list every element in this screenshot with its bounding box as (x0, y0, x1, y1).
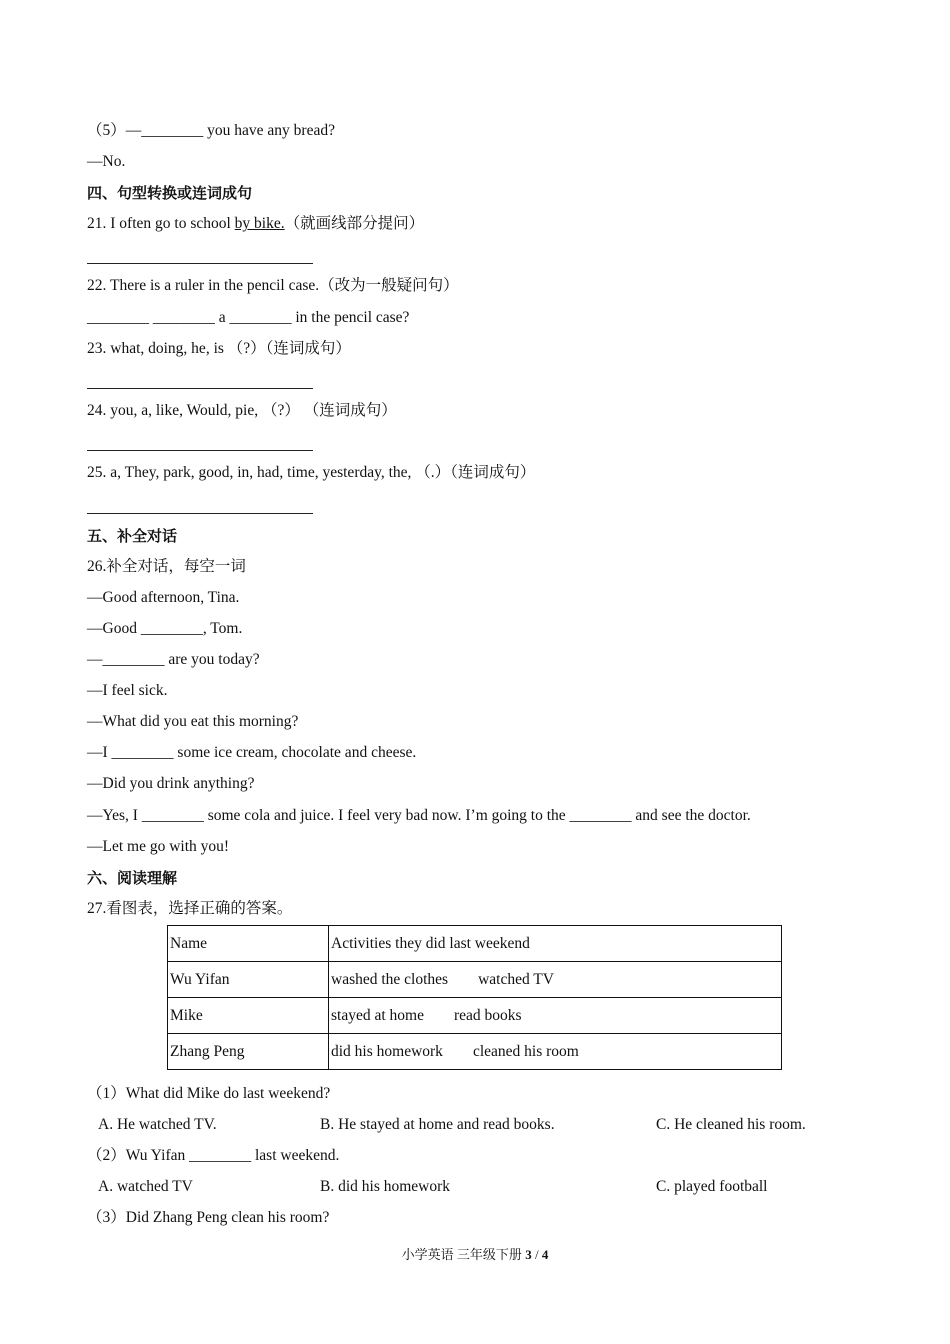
q5-line2: —No. (87, 153, 126, 170)
table-header-row (168, 926, 782, 962)
footer-separator: / (531, 1247, 542, 1262)
dialogue-line: —I ________ some ice cream, chocolate and cheese. (87, 744, 417, 761)
q24-answer-line (87, 450, 313, 451)
sub1-option-c[interactable]: C. He cleaned his room. (656, 1116, 806, 1133)
q25-answer-line (87, 513, 313, 514)
sub3-question: （3）Did Zhang Peng clean his room? (87, 1209, 330, 1226)
table-cell-activities (329, 962, 782, 998)
q24: 24. you, a, like, Would, pie, （?） （连词成句） (87, 402, 397, 419)
q22-blank: ________ ________ a ________ in the pencil case? (87, 309, 410, 326)
table-header-cell: Activities they did last weekend (329, 926, 782, 962)
dialogue-line: —What did you eat this morning? (87, 713, 299, 730)
table-row (168, 998, 782, 1034)
q5-line1 (87, 121, 335, 141)
dialogue-line: —Yes, I ________ some cola and juice. I feel very bad now. I’m going to the ________ and see the doctor. (87, 807, 751, 824)
section5-heading: 五、补全对话 (87, 527, 178, 545)
q23-answer-line (87, 388, 313, 389)
page-number: 3 (525, 1247, 532, 1262)
q21-text: 21. I often go to school (87, 215, 235, 232)
table-cell-name: Mike (168, 998, 329, 1034)
table-row (168, 1034, 782, 1070)
sub1-option-b[interactable]: B. He stayed at home and read books. (320, 1116, 555, 1133)
activity-text: stayed at home (331, 1006, 424, 1024)
sub1-question: （1）What did Mike do last weekend? (87, 1085, 331, 1102)
dialogue-line: —Good afternoon, Tina. (87, 589, 240, 606)
q21-underlined: by bike. (234, 215, 285, 232)
dialogue-line: —Did you drink anything? (87, 775, 255, 792)
table-cell-activities (329, 998, 782, 1034)
q21 (87, 214, 424, 234)
activity-text: washed the clothes (331, 970, 449, 988)
dialogue-line: —I feel sick. (87, 682, 168, 699)
activity-text: watched TV (478, 970, 554, 988)
dialogue-line: —________ are you today? (87, 651, 260, 668)
footer-label: 小学英语 三年级下册 (401, 1247, 526, 1262)
activities-table (167, 925, 782, 1070)
q5-prefix: （5）—________ (87, 122, 204, 139)
section4-heading: 四、句型转换或连词成句 (87, 184, 253, 202)
section6-heading: 六、阅读理解 (87, 869, 178, 887)
sub2-option-b[interactable]: B. did his homework (320, 1178, 451, 1195)
table-cell-name: Zhang Peng (168, 1034, 329, 1070)
q27: 27.看图表，选择正确的答案。 (87, 900, 293, 917)
q21-note: （就画线部分提问） (284, 215, 425, 232)
table-cell-name: Wu Yifan (168, 962, 329, 998)
q21-answer-line (87, 263, 313, 264)
activity-text: did his homework (331, 1042, 443, 1060)
page-total: 4 (541, 1247, 549, 1262)
dialogue-line: —Good ________, Tom. (87, 620, 243, 637)
q23: 23. what, doing, he, is （?）（连词成句） (87, 340, 351, 357)
table-cell-activities (329, 1034, 782, 1070)
q22: 22. There is a ruler in the pencil case.（改为一般疑问句） (87, 277, 459, 294)
activity-text: cleaned his room (472, 1042, 579, 1060)
dialogue-line: —Let me go with you! (87, 838, 230, 855)
page-footer (0, 1246, 950, 1264)
table-row (168, 962, 782, 998)
sub2-question: （2）Wu Yifan ________ last weekend. (87, 1147, 340, 1164)
q26: 26.补全对话，每空一词 (87, 558, 246, 575)
sub2-option-a[interactable]: A. watched TV (98, 1178, 193, 1195)
sub1-option-a[interactable]: A. He watched TV. (98, 1116, 217, 1133)
sub2-option-c[interactable]: C. played football (656, 1178, 768, 1195)
activity-text: read books (453, 1006, 522, 1024)
table-header-cell: Name (168, 926, 329, 962)
q25: 25. a, They, park, good, in, had, time, yesterday, the, （.）（连词成句） (87, 464, 536, 481)
q5-rest: you have any bread? (203, 122, 335, 139)
